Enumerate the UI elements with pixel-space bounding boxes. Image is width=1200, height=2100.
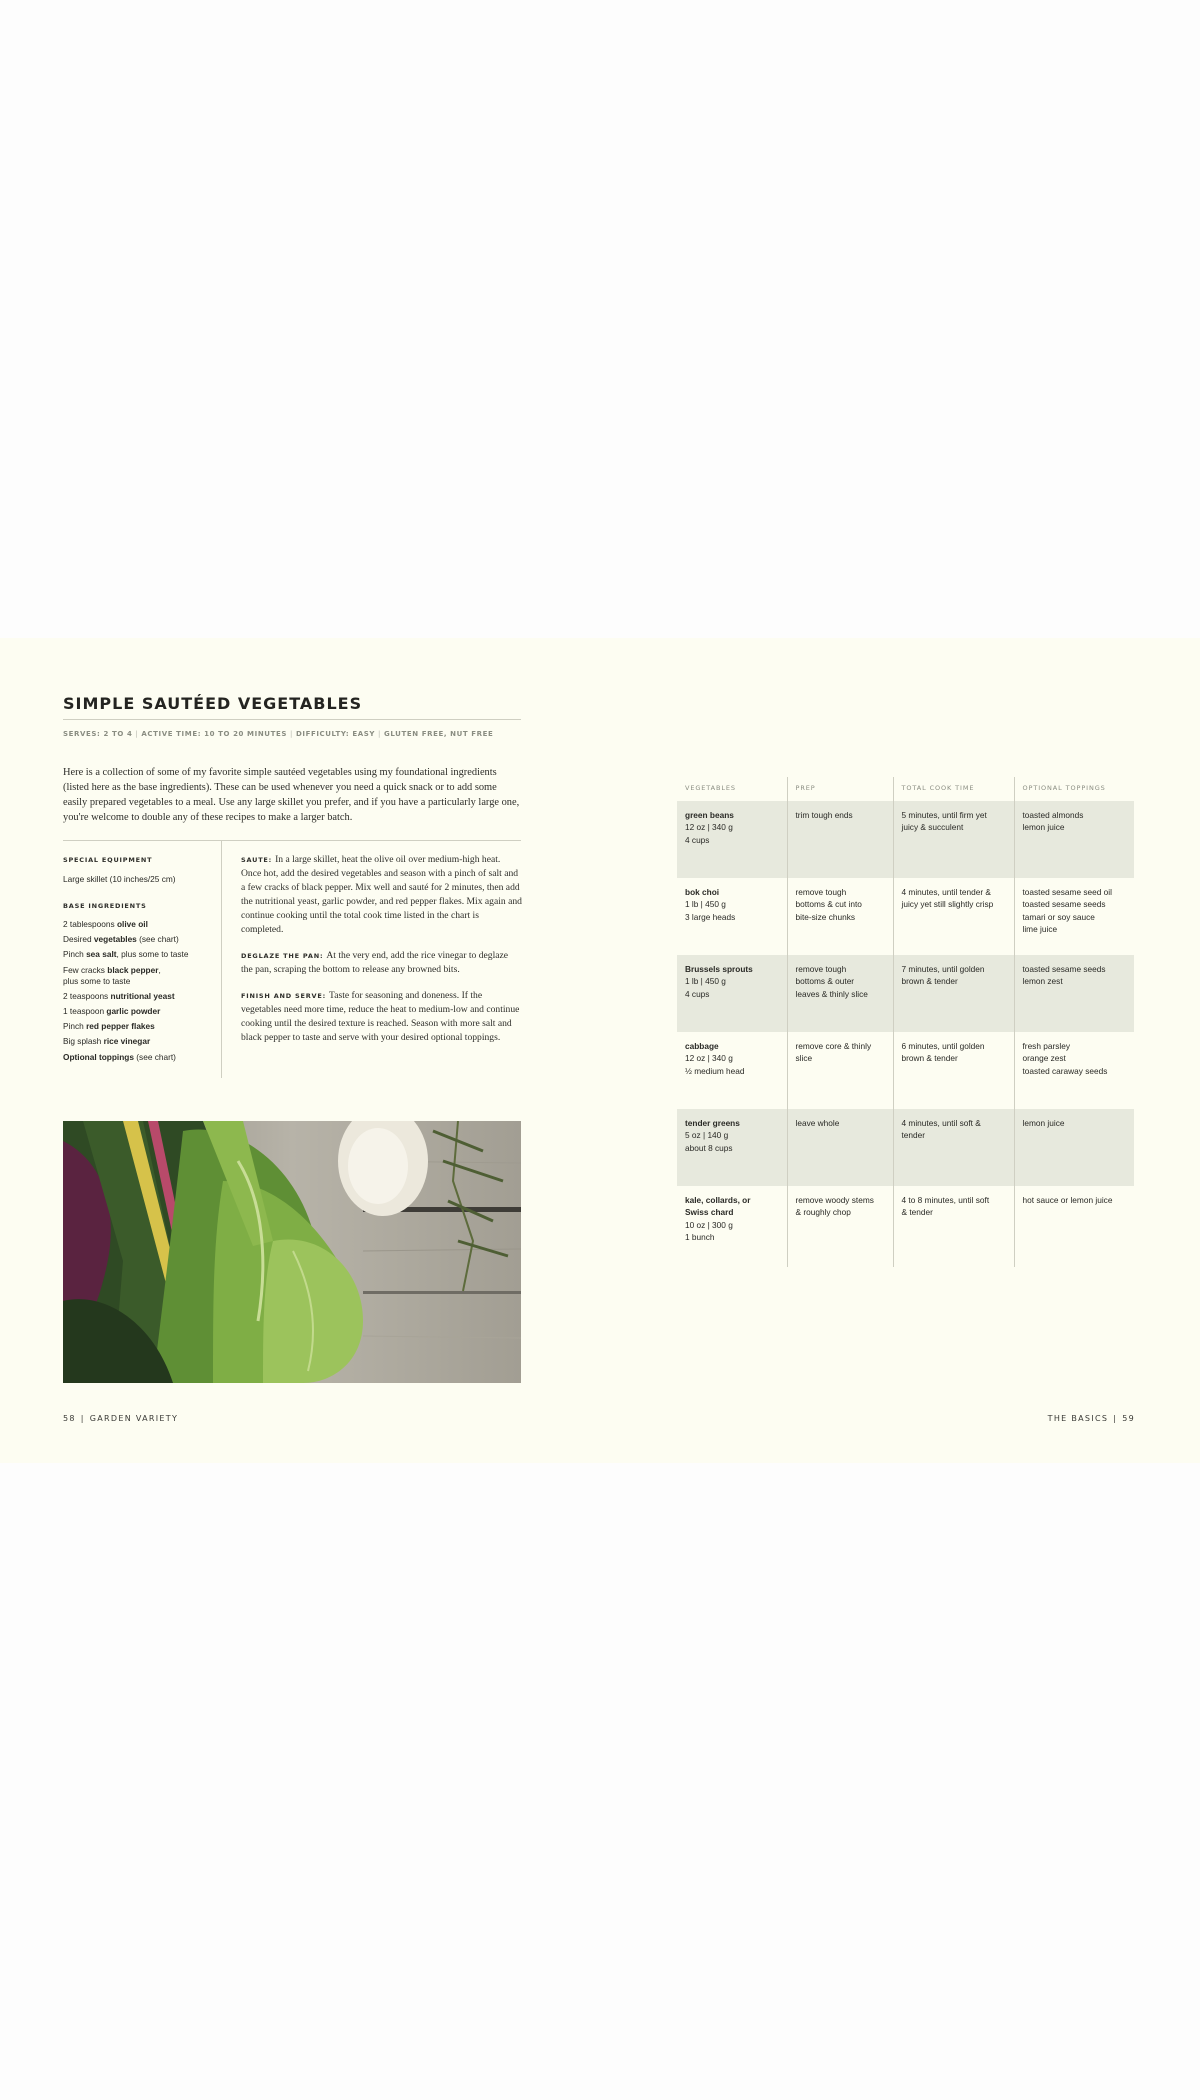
ingredients-column (63, 856, 218, 1067)
ingredient-name: rice vinegar (103, 1036, 151, 1047)
ingredient-name: nutritional yeast (110, 990, 175, 1001)
ingredient-note: , plus some to taste (116, 949, 189, 960)
cell-line: lime juice (1022, 923, 1058, 934)
cell-line: leaves & thinly slice (795, 988, 868, 999)
cell-line: juicy yet still slightly crisp (901, 899, 994, 910)
ingredient-item (63, 919, 218, 930)
meta-active-time: ACTIVE TIME: 10 TO 20 MINUTES (141, 730, 287, 738)
ingredient-amount: Pinch (63, 949, 87, 960)
ingredients-heading: BASE INGREDIENTS (63, 902, 147, 910)
ingredient-amount: Few cracks (63, 964, 108, 975)
ingredient-item (63, 949, 218, 960)
ingredient-amount: 1 teaspoon (63, 1005, 107, 1016)
chart-body (677, 801, 1134, 1267)
cell-line: lemon juice (1022, 822, 1065, 833)
meta-separator: | (378, 730, 382, 738)
cell-line: toasted almonds (1022, 810, 1084, 820)
vegetable-name: green beans (685, 810, 734, 820)
ingredient-amount: Big splash (63, 1036, 104, 1047)
cell-line: 4 minutes, until tender & (901, 887, 991, 897)
cell-line: trim tough ends (795, 810, 853, 820)
meta-difficulty: DIFFICULTY: EASY (295, 730, 376, 738)
cell-line: 1 lb | 450 g (685, 976, 726, 987)
cell-vegetable (677, 878, 787, 955)
cell-line: 1 bunch (685, 1231, 715, 1242)
chart-row (677, 1032, 1134, 1109)
chart-row (677, 878, 1134, 955)
cell-line: 12 oz | 340 g (685, 822, 733, 833)
meta-separator: | (135, 730, 139, 738)
vegetables-photo (63, 1121, 521, 1383)
cell-prep (787, 1109, 893, 1186)
cell-line: toasted caraway seeds (1022, 1065, 1108, 1076)
cell-prep (787, 878, 893, 955)
vegetable-name: tender greens (685, 1118, 740, 1128)
method-column (241, 853, 522, 1057)
ingredient-name: sea salt (86, 949, 117, 960)
cell-line: lemon juice (1022, 1118, 1065, 1128)
ingredient-item (63, 1021, 218, 1032)
cell-toppings (1014, 955, 1134, 1032)
cell-vegetable (677, 1032, 787, 1109)
cell-vegetable (677, 1186, 787, 1267)
column-divider (221, 840, 222, 1078)
cell-prep (787, 801, 893, 878)
page-number-left: 58 (63, 1414, 76, 1423)
ingredient-name: Optional toppings (63, 1051, 134, 1062)
cell-line: fresh parsley (1022, 1041, 1070, 1051)
method-step (241, 853, 522, 937)
cell-line: bite-size chunks (795, 911, 855, 922)
cell-line: remove core & thinly (795, 1041, 872, 1051)
step-text: In a large skillet, heat the olive oil over medium-high heat. Once hot, add the desired vegetables and season with a pinch of salt and a few cracks of black pepper. Mix well and sauté for 2 minutes, then add the nutritional yeast, garlic powder, and red pepper flakes. Mix again and continue cooking until the total cook time listed in the chart is completed. (241, 854, 522, 935)
ingredient-note: (see chart) (136, 934, 179, 945)
cell-toppings (1014, 1109, 1134, 1186)
cell-line: leave whole (795, 1118, 840, 1128)
vegetable-name: cabbage (685, 1041, 719, 1051)
recipe-intro: Here is a collection of some of my favorite simple sautéed vegetables using my foundational ingredients (listed here as the base ingredients). These can be used whenever you need a quick snack or to add some easily prepared vegetables to a meal. Use any large skillet you prefer, and if you have a particularly large one, you're welcome to double any of these recipes to make a larger batch. (63, 767, 520, 823)
ingredient-name: vegetables (93, 934, 137, 945)
cell-toppings (1014, 878, 1134, 955)
cell-cook-time (893, 1032, 1014, 1109)
chart-row (677, 955, 1134, 1032)
step-text: Taste for seasoning and doneness. If the vegetables need more time, reduce the heat to medium-low and continue cooking until the desired texture is reached. Season with more salt and black pepper to taste and serve with your desired optional toppings. (241, 990, 520, 1043)
method-step (241, 949, 522, 977)
cell-line: & roughly chop (795, 1207, 851, 1218)
cell-line: orange zest (1022, 1053, 1066, 1064)
cell-line: remove tough (795, 964, 847, 974)
ingredient-item (63, 965, 218, 987)
folio-separator: | (1113, 1414, 1118, 1423)
ingredient-name: red pepper flakes (86, 1021, 155, 1032)
vegetable-name: kale, collards, or (685, 1195, 751, 1205)
vegetable-chart (677, 777, 1134, 1267)
chart-row (677, 1186, 1134, 1267)
cell-line: 6 minutes, until golden (901, 1041, 985, 1051)
ingredient-amount: Pinch (63, 1021, 87, 1032)
section-name-left: GARDEN VARIETY (89, 1414, 179, 1423)
chart-header-row (677, 777, 1134, 801)
ingredient-amount: 2 teaspoons (63, 990, 111, 1001)
cell-cook-time (893, 1186, 1014, 1267)
method-step (241, 989, 522, 1045)
cell-vegetable (677, 801, 787, 878)
cell-line: toasted sesame seeds (1022, 964, 1106, 974)
cell-line: 4 cups (685, 988, 710, 999)
ingredients-list (63, 919, 218, 1063)
step-label: FINISH AND SERVE: (241, 992, 327, 1000)
cell-line: 4 minutes, until soft & (901, 1118, 981, 1128)
recipe-title: SIMPLE SAUTÉED VEGETABLES (63, 694, 363, 713)
cell-line: 5 oz | 140 g (685, 1130, 729, 1141)
cell-line: slice (795, 1053, 813, 1064)
title-rule (63, 719, 521, 720)
header-cook-time: TOTAL COOK TIME (893, 777, 1014, 801)
cell-line: 4 to 8 minutes, until soft (901, 1195, 990, 1205)
cell-line: toasted sesame seeds (1022, 899, 1106, 910)
cell-line: about 8 cups (685, 1142, 733, 1153)
ingredient-amount: Desired (63, 934, 94, 945)
cell-line: remove tough (795, 887, 847, 897)
step-label: SAUTE: (241, 856, 273, 864)
header-vegetables: VEGETABLES (685, 784, 736, 792)
meta-diet: GLUTEN FREE, NUT FREE (384, 730, 494, 738)
cell-line: 4 cups (685, 834, 710, 845)
ingredient-name: garlic powder (106, 1005, 161, 1016)
ingredient-item (63, 1006, 218, 1017)
page-number-right: 59 (1122, 1414, 1135, 1423)
cell-cook-time (893, 878, 1014, 955)
cell-prep (787, 955, 893, 1032)
ingredient-note: , (158, 964, 161, 975)
cell-line: 1 lb | 450 g (685, 899, 726, 910)
section-rule (63, 840, 521, 841)
vegetable-name: bok choi (685, 887, 720, 897)
vegetable-name: Brussels sprouts (685, 964, 753, 974)
meta-separator: | (289, 730, 293, 738)
chart-row (677, 1109, 1134, 1186)
step-label: DEGLAZE THE PAN: (241, 952, 324, 960)
cell-line: 3 large heads (685, 911, 736, 922)
cell-line: 7 minutes, until golden (901, 964, 985, 974)
cell-line: brown & tender (901, 1053, 958, 1064)
cell-line: tender (901, 1130, 926, 1141)
meta-serves: SERVES: 2 TO 4 (63, 730, 133, 738)
ingredient-note: plus some to taste (63, 975, 131, 986)
equipment-heading: SPECIAL EQUIPMENT (63, 856, 153, 864)
cell-line: tamari or soy sauce (1022, 911, 1095, 922)
cell-toppings (1014, 1186, 1134, 1267)
folio-separator: | (80, 1414, 85, 1423)
cell-toppings (1014, 801, 1134, 878)
ingredient-item (63, 934, 218, 945)
folio-right (1048, 1414, 1135, 1423)
header-toppings: OPTIONAL TOPPINGS (1014, 777, 1134, 801)
equipment-item: Large skillet (10 inches/25 cm) (63, 874, 176, 884)
cell-line: brown & tender (901, 976, 958, 987)
ingredient-amount: 2 tablespoons (63, 919, 117, 929)
cell-toppings (1014, 1032, 1134, 1109)
cell-line: toasted sesame seed oil (1022, 887, 1112, 897)
chart-row (677, 801, 1134, 878)
cell-line: juicy & succulent (901, 822, 964, 833)
ingredient-item (63, 1036, 218, 1047)
ingredient-item (63, 991, 218, 1002)
cell-prep (787, 1032, 893, 1109)
cell-vegetable (677, 1109, 787, 1186)
cell-line: & tender (901, 1207, 933, 1218)
ingredient-name: olive oil (116, 919, 148, 929)
cell-line: ½ medium head (685, 1065, 745, 1076)
vegetable-name: Swiss chard (685, 1207, 734, 1218)
cell-cook-time (893, 955, 1014, 1032)
step-text: At the very end, add the rice vinegar to deglaze the pan, scraping the bottom to release any browned bits. (241, 950, 509, 975)
header-prep: PREP (787, 777, 893, 801)
cell-line: 10 oz | 300 g (685, 1219, 733, 1230)
book-spread (0, 638, 1200, 1463)
recipe-meta (63, 730, 493, 738)
cell-prep (787, 1186, 893, 1267)
cell-line: lemon zest (1022, 976, 1063, 987)
cell-line: hot sauce or lemon juice (1022, 1195, 1113, 1205)
cell-line: bottoms & outer (795, 976, 855, 987)
folio-left (63, 1414, 178, 1423)
cell-cook-time (893, 801, 1014, 878)
cell-cook-time (893, 1109, 1014, 1186)
cell-line: 12 oz | 340 g (685, 1053, 733, 1064)
cell-line: bottoms & cut into (795, 899, 862, 910)
cell-vegetable (677, 955, 787, 1032)
ingredient-name: black pepper (107, 964, 159, 975)
section-name-right: THE BASICS (1047, 1414, 1109, 1423)
ingredient-note: (see chart) (133, 1051, 176, 1062)
ingredient-item (63, 1052, 218, 1063)
cell-line: remove woody stems (795, 1195, 874, 1205)
cell-line: 5 minutes, until firm yet (901, 810, 987, 820)
